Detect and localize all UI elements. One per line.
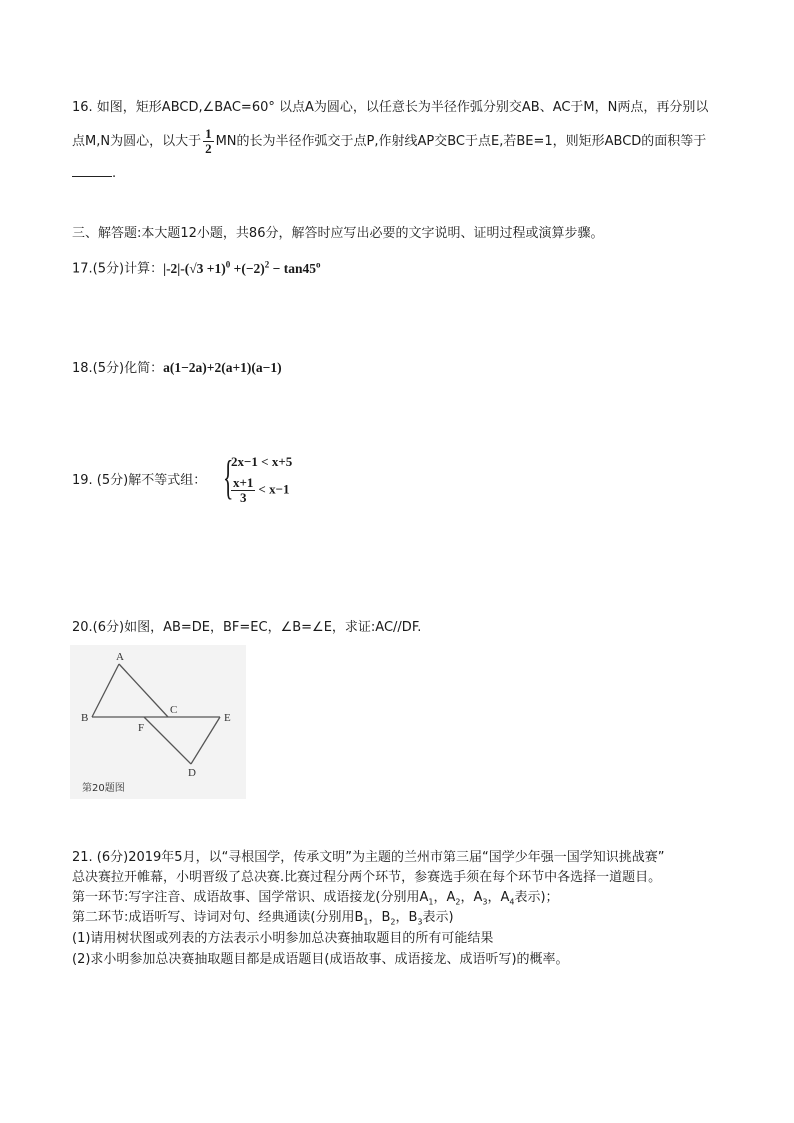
label-b: B	[81, 712, 89, 724]
label-d: D	[188, 767, 196, 779]
q17-expression	[163, 261, 320, 276]
q16-line-3-end: .	[112, 166, 117, 181]
edge-df	[144, 717, 191, 764]
sub-a2: 2	[455, 897, 461, 907]
label-c: C	[170, 704, 178, 716]
q16-answer-blank[interactable]	[72, 164, 112, 177]
q16-fraction	[203, 127, 214, 156]
q21-line-6: (2)求小明参加总决赛抽取题目都是成语题目(成语故事、成语接龙、成语听写)的概率。	[72, 952, 569, 967]
sub-a3: 3	[482, 897, 488, 907]
section-3-heading: 三、解答题:本大题12小题，共86分，解答时应写出必要的文字说明、证明过程或演算步骤。	[72, 226, 604, 241]
q20-text: 20.(6分)如图，AB=DE，BF=EC，∠B=∠E，求证:AC//DF.	[72, 620, 422, 635]
q19-inequality-1: 2x−1 < x+5	[231, 454, 293, 469]
figure-caption: 第20题图	[82, 783, 125, 794]
q18-label: 18.(5分)化简：	[72, 361, 164, 376]
label-f: F	[138, 722, 145, 734]
edge-ab	[92, 664, 119, 717]
q21-line-5: (1)请用树状图或列表的方法表示小明参加总决赛抽取题目的所有可能结果	[72, 931, 494, 946]
q17-exp-3: o	[315, 259, 321, 269]
edge-ac	[119, 664, 168, 717]
q19-frac-numerator: x+1	[233, 475, 254, 490]
q17	[72, 254, 320, 280]
q17-term-3: − tan45	[269, 260, 316, 276]
sub-b2: 2	[390, 917, 396, 927]
q20-figure	[70, 645, 246, 799]
label-e: E	[224, 712, 231, 724]
q17-exp-1: 0	[225, 259, 231, 269]
q16-frac-denominator: 2	[205, 141, 212, 156]
q20-diagram	[70, 645, 246, 799]
sub-a1: 1	[428, 897, 434, 907]
label-a: A	[116, 651, 124, 663]
q21-line-4: 第二环节:成语听写、诗词对句、经典通读(分别用$B_1$，$B_2$，$B_3$表示)	[72, 910, 454, 927]
q16-line-3	[72, 164, 116, 184]
q16-line-2-pre: 点M,N为圆心，以大于	[72, 134, 202, 149]
q18	[72, 358, 282, 379]
q21-line-3-pre: 第一环节:写字注音、成语故事、国学常识、成语接龙(分别用A	[72, 890, 429, 905]
q16-line-2-post: MN的长为半径作弧交于点P,作射线AP交BC于点E,若BE=1，则矩形ABCD的面积等于	[215, 134, 707, 149]
q19-brace: {	[223, 451, 234, 504]
sub-b1: 1	[363, 917, 369, 927]
sub-a4: 4	[509, 897, 515, 907]
q17-term-1: |-2|-(√3 +1)	[163, 260, 226, 276]
sub-b3: 3	[417, 917, 423, 927]
q21-line-3: 第一环节:写字注音、成语故事、国学常识、成语接龙(分别用$A_1$，$A_2$，$A_3$，$A_4$表示)；	[72, 890, 559, 907]
q18-expression: a(1−2a)+2(a+1)(a−1)	[163, 360, 282, 375]
q21-line-1: 21. (6分)2019年5月，以“寻根国学，传承文明”为主题的兰州市第三届“国学少年强一国学知识挑战赛”	[72, 850, 665, 865]
q17-label: 17.(5分)计算：	[72, 261, 164, 277]
q16-frac-numerator: 1	[205, 126, 212, 141]
q21-line-2: 总决赛拉开帷幕，小明晋级了总决赛.比赛过程分两个环节，参赛选手须在每个环节中各选择一道题目。	[72, 870, 662, 885]
q19-inequality-2-rest: < x−1	[258, 481, 290, 497]
q19-inequality-2	[231, 476, 290, 505]
edge-ed	[191, 717, 220, 764]
q17-exp-2: 2	[264, 259, 270, 269]
q21-line-4-post: 表示)	[422, 910, 454, 925]
q17-term-2: +(−2)	[230, 260, 265, 276]
q21-line-4-pre: 第二环节:成语听写、诗词对句、经典通读(分别用B	[72, 910, 364, 925]
q21-line-3-post: 表示)；	[514, 890, 559, 905]
q19-fraction	[231, 476, 255, 505]
q16-line-1: 16. 如图，矩形ABCD,∠BAC=60° 以点A为圆心，以任意长为半径作弧分别交AB、AC于M，N两点，再分别以	[72, 100, 709, 115]
q19-label: 19. (5分)解不等式组：	[72, 473, 207, 488]
q16-line-2	[72, 127, 706, 156]
q19-frac-denominator: 3	[239, 490, 247, 505]
